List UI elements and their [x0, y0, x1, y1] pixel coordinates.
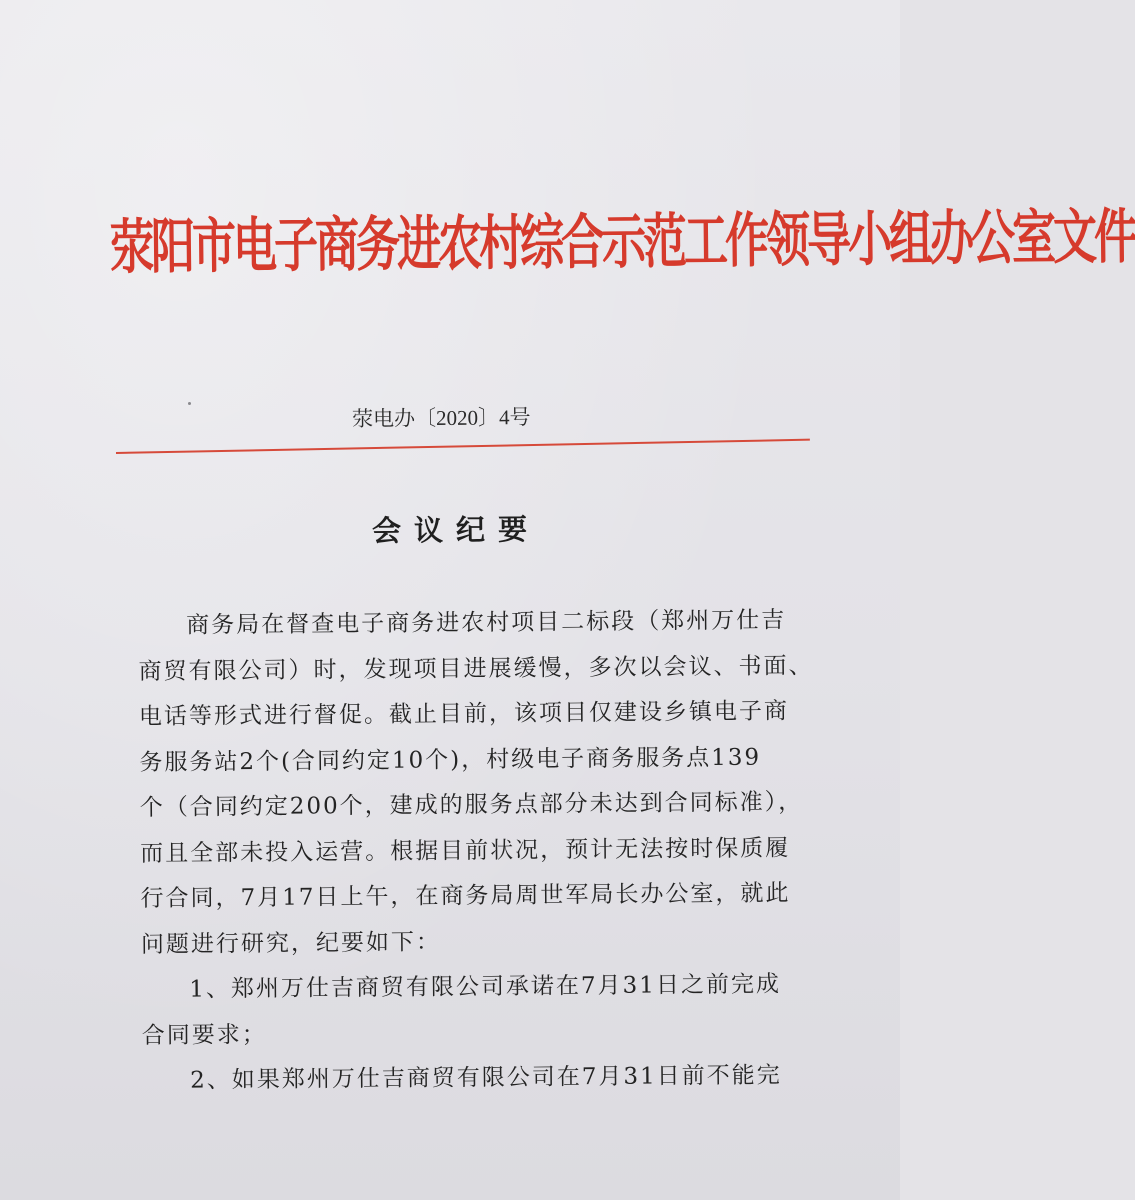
- body-line: 1、郑州万仕吉商贸有限公司承诺在7月31日之前完成: [189, 971, 782, 1003]
- document-body: [138, 598, 842, 1105]
- body-line: 电话等形式进行督促。截止目前，该项目仅建设乡镇电子商: [138, 698, 790, 730]
- body-line: 而且全部未投入运营。根据目前状况，预计无法按时保质履: [140, 834, 791, 867]
- red-divider-line: [116, 439, 810, 454]
- body-line: 合同要求；: [141, 1021, 267, 1049]
- body-line: 2、如果郑州万仕吉商贸有限公司在7月31日前不能完: [190, 1062, 782, 1094]
- body-line: 商务局在督查电子商务进农村项目二标段（郑州万仕吉: [186, 607, 787, 639]
- body-line: 务服务站2个(合同约定10个)，村级电子商务服务点139: [139, 744, 762, 776]
- body-line: 个（合同约定200个，建成的服务点部分未达到合同标准），: [139, 789, 804, 821]
- body-line: 行合同，7月17日上午，在商务局周世军局长办公室，就此: [140, 880, 791, 912]
- red-header-title: 荥阳市电子商务进农村综合示范工作领导小组办公室文件: [109, 202, 1135, 283]
- document-number: 荥电办〔2020〕4号: [351, 405, 531, 431]
- body-line: 问题进行研究，纪要如下：: [140, 928, 442, 958]
- document-title: 会议纪要: [371, 512, 541, 548]
- paper-speck: [188, 402, 191, 405]
- body-line: 商贸有限公司）时，发现项目进展缓慢，多次以会议、书面、: [138, 652, 814, 685]
